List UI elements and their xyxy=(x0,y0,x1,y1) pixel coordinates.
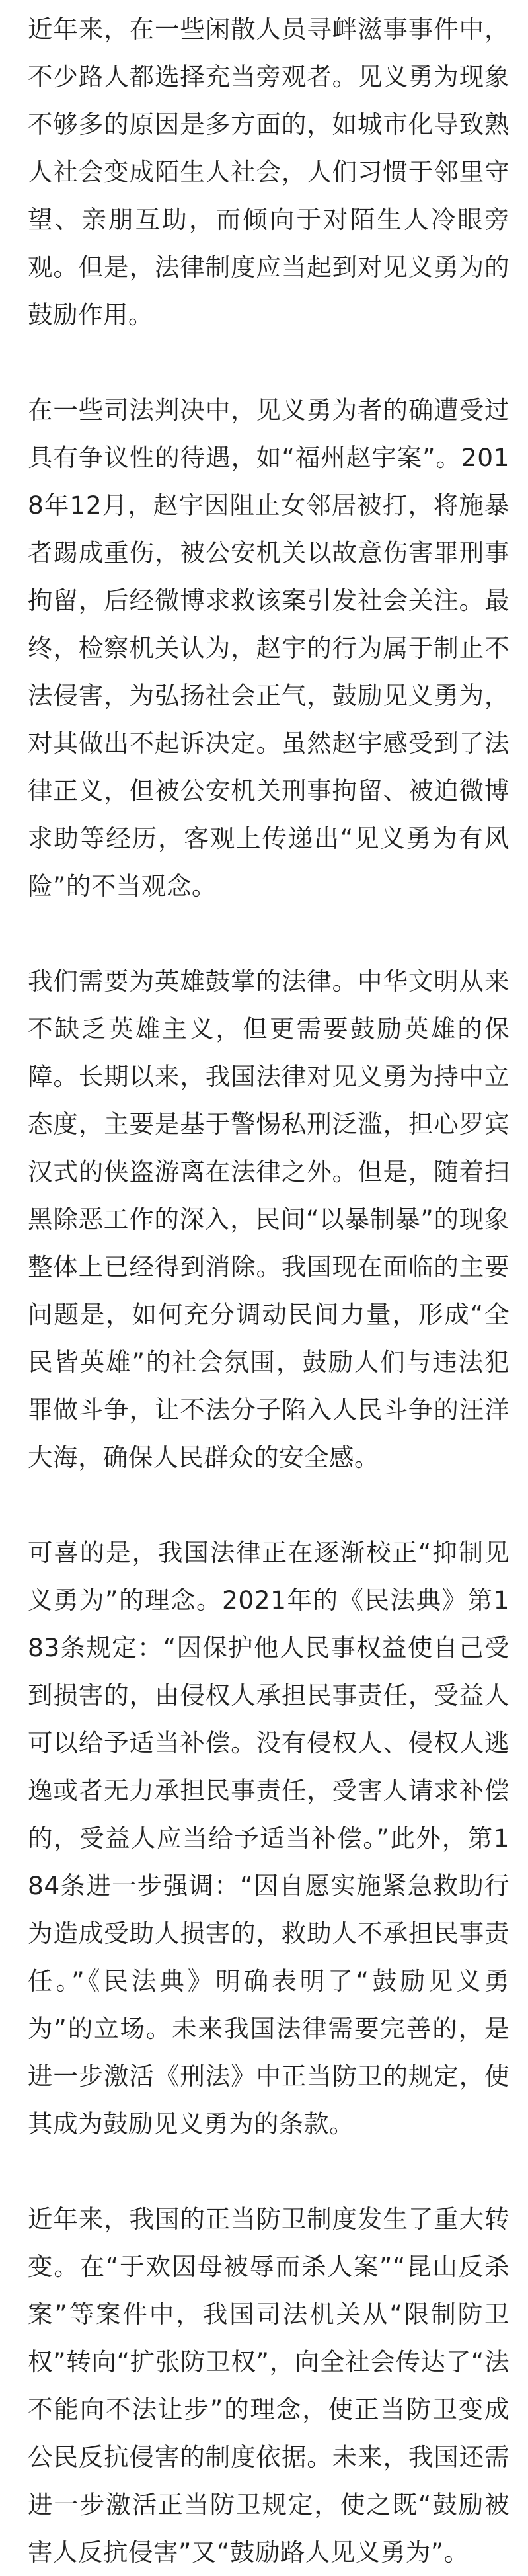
paragraph-4: 可喜的是，我国法律正在逐渐校正“抑制见义勇为”的理念。2021年的《民法典》第183条规定：“因保护他人民事权益使自己受到损害的，由侵权人承担民事责任，受益人可以给予适当补偿。没有侵权人、侵权人逃逸或者无力承担民事责任，受害人请求补偿的，受益人应当给予适当补偿。”此外，第184条进一步强调：“因自愿实施紧急救助行为造成受助人损害的，救助人不承担民事责任。”《民法典》明确表明了“鼓励见义勇为”的立场。未来我国法律需要完善的，是进一步激活《刑法》中正当防卫的规定，使其成为鼓励见义勇为的条款。 xyxy=(28,1538,509,2138)
paragraph-3: 我们需要为英雄鼓掌的法律。中华文明从来不缺乏英雄主义，但更需要鼓励英雄的保障。长期以来，我国法律对见义勇为持中立态度，主要是基于警惕私刑泛滥，担心罗宾汉式的侠盗游离在法律之外。但是，随着扫黑除恶工作的深入，民间“以暴制暴”的现象整体上已经得到消除。我国现在面临的主要问题是，如何充分调动民间力量，形成“全民皆英雄”的社会氛围，鼓励人们与违法犯罪做斗争，让不法分子陷入人民斗争的汪洋大海，确保人民群众的安全感。 xyxy=(28,967,509,1472)
paragraph-5: 近年来，我国的正当防卫制度发生了重大转变。在“于欢因母被辱而杀人案”“昆山反杀案”等案件中，我国司法机关从“限制防卫权”转向“扩张防卫权”，向全社会传达了“法不能向不法让步”的理念，使正当防卫变成公民反抗侵害的制度依据。未来，我国还需进一步激活正当防卫规定，使之既“鼓励被害人反抗侵害”又“鼓励路人见义勇为”。 xyxy=(28,2204,509,2567)
paragraph-1: 近年来，在一些闲散人员寻衅滋事事件中，不少路人都选择充当旁观者。见义勇为现象不够多的原因是多方面的，如城市化导致熟人社会变成陌生人社会，人们习惯于邻里守望、亲朋互助，而倾向于对陌生人冷眼旁观。但是，法律制度应当起到对见义勇为的鼓励作用。 xyxy=(28,15,509,329)
paragraph-2: 在一些司法判决中，见义勇为者的确遭受过具有争议性的待遇，如“福州赵宇案”。2018年12月，赵宇因阻止女邻居被打，将施暴者踢成重伤，被公安机关以故意伤害罪刑事拘留，后经微博求救该案引发社会关注。最终，检察机关认为，赵宇的行为属于制止不法侵害，为弘扬社会正气，鼓励见义勇为，对其做出不起诉决定。虽然赵宇感受到了法律正义，但被公安机关刑事拘留、被迫微博求助等经历，客观上传递出“见义勇为有风险”的不当观念。 xyxy=(28,395,509,901)
